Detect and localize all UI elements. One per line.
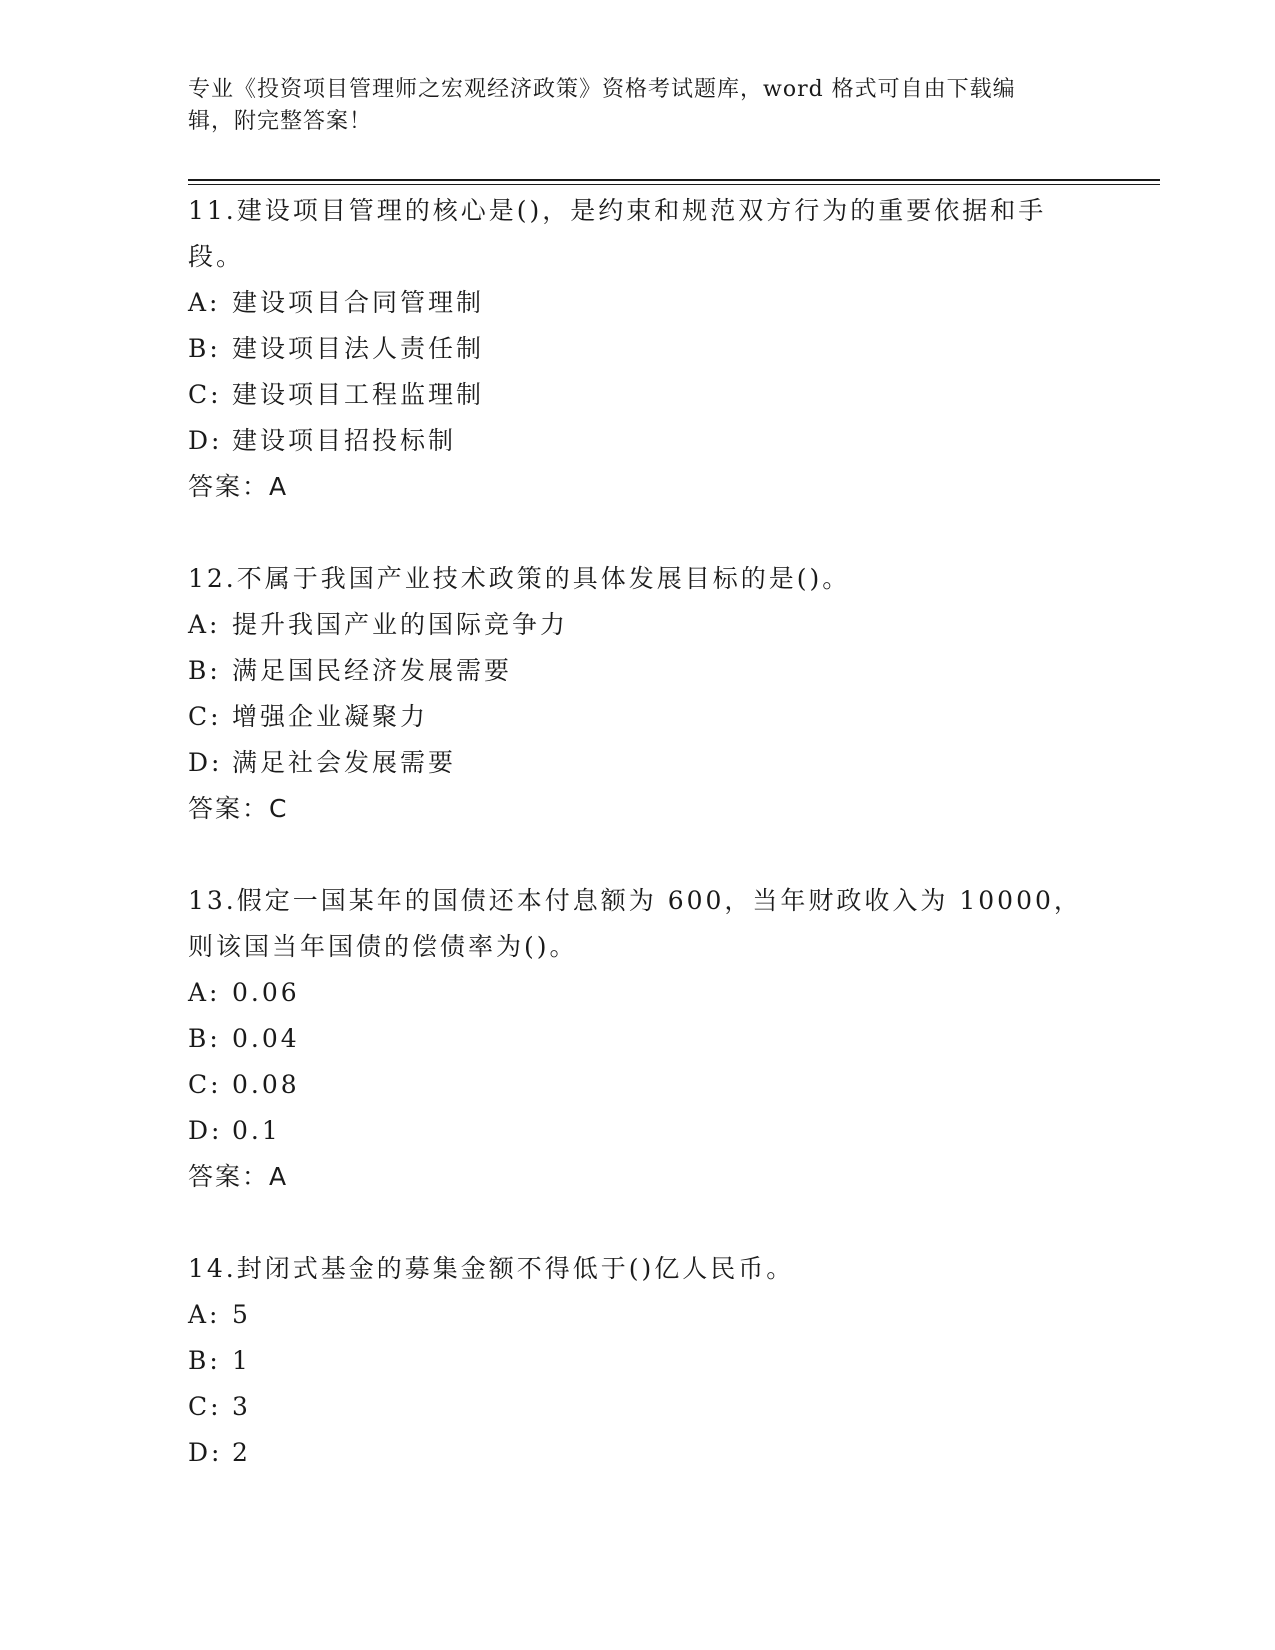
option-a xyxy=(188,280,1088,326)
option-letter: D: xyxy=(188,748,223,777)
option-letter: C: xyxy=(188,702,222,731)
option-d xyxy=(188,740,1088,786)
option-text: 1 xyxy=(232,1346,251,1375)
option-b xyxy=(188,326,1088,372)
question-stem: 14.封闭式基金的募集金额不得低于()亿人民币。 xyxy=(188,1254,795,1283)
option-letter: C: xyxy=(188,380,222,409)
option-d xyxy=(188,1430,1088,1476)
option-letter: B: xyxy=(188,1024,221,1053)
option-c xyxy=(188,1062,1088,1108)
option-c xyxy=(188,1384,1088,1430)
option-letter: A: xyxy=(188,978,221,1007)
option-letter: B: xyxy=(188,656,221,685)
option-letter: C: xyxy=(188,1392,222,1421)
question-stem: 13.假定一国某年的国债还本付息额为 600，当年财政收入为 10000，则该国当年国债的偿债率为()。 xyxy=(188,886,1082,961)
option-text: 满足社会发展需要 xyxy=(232,748,457,777)
header-line-2: 辑，附完整答案！ xyxy=(188,109,373,134)
option-text: 建设项目工程监理制 xyxy=(232,380,485,409)
answer-line: 答案：A xyxy=(188,472,289,501)
option-text: 提升我国产业的国际竞争力 xyxy=(232,610,569,639)
option-a xyxy=(188,1292,1088,1338)
option-a xyxy=(188,970,1088,1016)
option-letter: A: xyxy=(188,1300,221,1329)
option-letter: A: xyxy=(188,288,221,317)
option-d xyxy=(188,1108,1088,1154)
question-list xyxy=(188,188,1088,1522)
answer-line: 答案：A xyxy=(188,1162,289,1191)
option-text: 0.04 xyxy=(232,1024,300,1053)
option-text: 建设项目招投标制 xyxy=(232,426,457,455)
option-letter: C: xyxy=(188,1070,222,1099)
option-c xyxy=(188,372,1088,418)
option-b xyxy=(188,1338,1088,1384)
option-text: 0.1 xyxy=(232,1116,281,1145)
option-text: 5 xyxy=(232,1300,251,1329)
question-14 xyxy=(188,1246,1088,1476)
option-text: 建设项目合同管理制 xyxy=(232,288,485,317)
question-13 xyxy=(188,878,1088,1200)
question-12 xyxy=(188,556,1088,832)
option-text: 建设项目法人责任制 xyxy=(232,334,485,363)
option-letter: D: xyxy=(188,1116,223,1145)
option-text: 3 xyxy=(232,1392,251,1421)
option-letter: D: xyxy=(188,1438,223,1467)
option-d xyxy=(188,418,1088,464)
header-line-1: 专业《投资项目管理师之宏观经济政策》资格考试题库，word 格式可自由下载编 xyxy=(188,77,1016,102)
option-letter: B: xyxy=(188,334,221,363)
option-a xyxy=(188,602,1088,648)
question-stem: 11.建设项目管理的核心是()，是约束和规范双方行为的重要依据和手段。 xyxy=(188,196,1047,271)
option-b xyxy=(188,1016,1088,1062)
header-divider-thin xyxy=(188,184,1160,185)
document-header xyxy=(188,74,1068,138)
option-text: 0.06 xyxy=(232,978,300,1007)
option-letter: D: xyxy=(188,426,223,455)
question-stem: 12.不属于我国产业技术政策的具体发展目标的是()。 xyxy=(188,564,851,593)
option-text: 2 xyxy=(232,1438,251,1467)
option-text: 满足国民经济发展需要 xyxy=(232,656,513,685)
answer-line: 答案：C xyxy=(188,794,289,823)
question-11 xyxy=(188,188,1088,510)
option-b xyxy=(188,648,1088,694)
option-letter: A: xyxy=(188,610,221,639)
option-letter: B: xyxy=(188,1346,221,1375)
header-divider-thick xyxy=(188,179,1160,181)
option-text: 增强企业凝聚力 xyxy=(232,702,429,731)
option-c xyxy=(188,694,1088,740)
option-text: 0.08 xyxy=(232,1070,300,1099)
